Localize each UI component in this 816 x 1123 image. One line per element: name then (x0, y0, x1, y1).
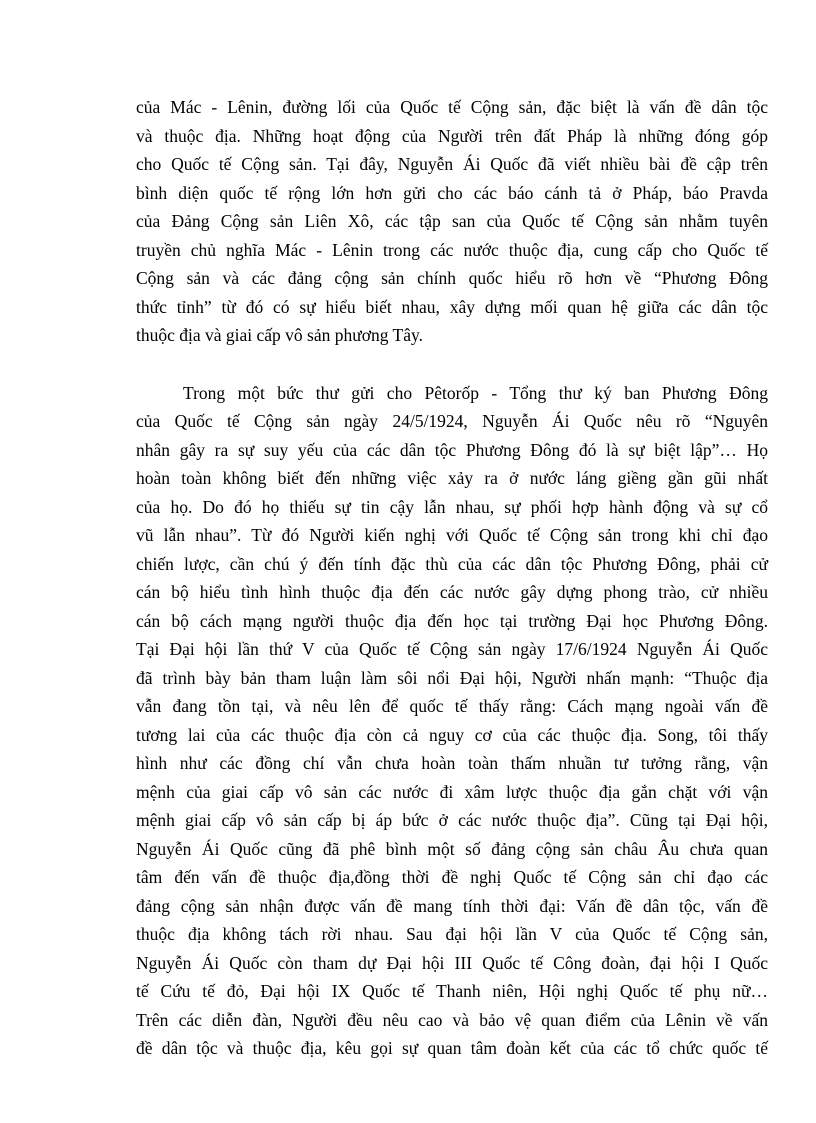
text-line: mệnh giai cấp vô sản cấp bị áp bức ở các nước thuộc địa”. Cũng tại Đại hội, (136, 810, 768, 830)
text-line: đề dân tộc và thuộc địa, kêu gọi sự quan tâm đoàn kết của các tổ chức quốc tế (136, 1038, 768, 1058)
text-line: của Mác - Lênin, đường lối của Quốc tế Cộng sản, đặc biệt là vấn đề dân tộc (136, 97, 768, 117)
paragraph-2 (136, 379, 768, 1063)
text-line: Cộng sản và các đảng cộng sản chính quốc hiểu rõ hơn về “Phương Đông (136, 268, 768, 288)
text-line: Trong một bức thư gửi cho Pêtorốp - Tổng thư ký ban Phương Đông (183, 382, 768, 403)
text-line: của Đảng Cộng sản Liên Xô, các tập san của Quốc tế Cộng sản nhằm tuyên (136, 211, 768, 231)
text-line: Tại Đại hội lần thứ V của Quốc tế Cộng sản ngày 17/6/1924 Nguyễn Ái Quốc (136, 639, 768, 659)
text-line: tương lai của các thuộc địa còn cả nguy cơ của các thuộc địa. Song, tôi thấy (136, 724, 768, 745)
text-line: hình như các đồng chí vẫn chưa hoàn toàn thấm nhuần tư tưởng rằng, vận (136, 753, 768, 773)
text-line: thuộc địa và giai cấp vô sản phương Tây. (136, 325, 423, 345)
text-line: đảng cộng sản nhận được vấn đề mang tính thời đại: Vấn đề dân tộc, vấn đề (136, 895, 768, 916)
text-line: chiến lược, cần chú ý đến tính đặc thù của các dân tộc Phương Đông, phải cử (136, 553, 768, 574)
text-line: Nguyễn Ái Quốc cũng đã phê bình một số đảng cộng sản châu Âu chưa quan (136, 838, 768, 859)
paragraph-1 (136, 93, 768, 350)
text-line: Nguyễn Ái Quốc còn tham dự Đại hội III Quốc tế Công đoàn, đại hội I Quốc (136, 952, 768, 973)
text-line: mệnh của giai cấp vô sản các nước đi xâm lược thuộc địa gắn chặt với vận (136, 781, 768, 802)
text-line: của họ. Do đó họ thiếu sự tin cậy lẫn nhau, sự phối hợp hành động và sự cổ (136, 496, 768, 517)
text-line: của Quốc tế Cộng sản ngày 24/5/1924, Nguyễn Ái Quốc nêu rõ “Nguyên (136, 411, 768, 431)
text-line: nhân gây ra sự suy yếu của các dân tộc Phương Đông đó là sự biệt lập”… Họ (136, 439, 768, 460)
text-line: đã trình bày bản tham luận làm sôi nổi Đại hội, Người nhấn mạnh: “Thuộc địa (136, 667, 768, 688)
text-line: truyền chủ nghĩa Mác - Lênin trong các nước thuộc địa, cung cấp cho Quốc tế (136, 239, 768, 260)
text-line: vũ lẫn nhau”. Từ đó Người kiến nghị với Quốc tế Cộng sản trong khi chỉ đạo (136, 525, 768, 545)
text-line: cán bộ cách mạng người thuộc địa đến học tại trường Đại học Phương Đông. (136, 610, 768, 631)
text-line: cho Quốc tế Cộng sản. Tại đây, Nguyễn Ái Quốc đã viết nhiều bài đề cập trên (136, 154, 768, 174)
text-line: thức tỉnh” từ đó có sự hiểu biết nhau, xây dựng mối quan hệ giữa các dân tộc (136, 296, 768, 317)
text-line: tâm đến vấn đề thuộc địa,đồng thời đề nghị Quốc tế Cộng sản chỉ đạo các (136, 867, 768, 887)
text-line: vẫn đang tồn tại, và nêu lên để quốc tế thấy rằng: Cách mạng ngoài vấn đề (136, 696, 768, 716)
text-line: hoàn toàn không biết đến những việc xảy ra ở nước láng giềng gần gũi nhất (136, 468, 768, 488)
document-page (136, 93, 768, 1063)
text-line: tế Cứu tế đỏ, Đại hội IX Quốc tế Thanh niên, Hội nghị Quốc tế phụ nữ… (136, 981, 768, 1001)
text-line: Trên các diễn đàn, Người đều nêu cao và bảo vệ quan điểm của Lênin về vấn (136, 1009, 768, 1030)
text-line: bình diện quốc tế rộng lớn hơn gửi cho các báo cánh tả ở Pháp, báo Pravda (136, 182, 768, 203)
text-line: cán bộ hiểu tình hình thuộc địa đến các nước gây dựng phong trào, cử nhiều (136, 582, 768, 602)
text-line: thuộc địa không tách rời nhau. Sau đại hội lần V của Quốc tế Cộng sản, (136, 924, 768, 944)
text-line: và thuộc địa. Những hoạt động của Người trên đất Pháp là những đóng góp (136, 125, 768, 146)
